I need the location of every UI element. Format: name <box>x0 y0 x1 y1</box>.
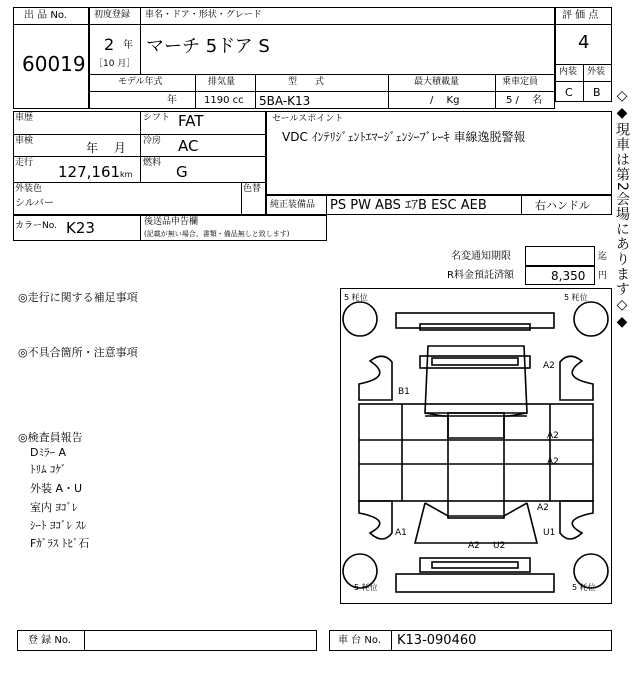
sales-points-value: VDC ｲﾝﾃﾘｼﾞｪﾝﾄｴﾏｰｼﾞｪﾝｼｰﾌﾞﾚｰｷ 車線逸脱警報 <box>282 130 526 144</box>
shift-label: シフト <box>143 113 171 123</box>
exterior-color-value: シルバー <box>15 198 55 209</box>
registration-label: 登 録 No. <box>28 635 71 646</box>
car-name-label: 車名・ドア・形状・グレード <box>145 10 262 20</box>
fuel-label: 燃料 <box>143 158 162 168</box>
rating-label: 評 価 点 <box>562 10 599 21</box>
mileage-unit: km <box>120 170 133 179</box>
mark-b1-left-front: B1 <box>398 387 410 397</box>
header-box <box>89 7 555 109</box>
mark-a1-left-rear: A1 <box>395 528 407 538</box>
lot-number: 60019 <box>22 52 86 76</box>
history-label: 車歴 <box>15 113 34 123</box>
name-change-suffix: 迄 <box>598 252 608 262</box>
inspection-value: 年 月 <box>86 141 126 155</box>
displacement-value: 1190 cc <box>204 95 244 106</box>
inspector-label: ◎検査員報告 <box>18 431 83 444</box>
mark-a2-right-door2: A2 <box>547 457 559 467</box>
mileage-value: 127,161 <box>58 163 121 181</box>
chassis-label: 車 台 No. <box>338 635 381 646</box>
color-no-value: K23 <box>66 219 95 237</box>
ac-label: 冷房 <box>143 136 162 146</box>
tire-tr-label: 5 粍位 <box>564 293 588 302</box>
inspector-line-1: Dﾐﾗｰ A <box>30 446 66 459</box>
name-change-label: 名変通知期限 <box>451 251 511 262</box>
name-change-field[interactable] <box>525 246 595 266</box>
defects-label: ◎不具合箇所・注意事項 <box>18 346 138 359</box>
mark-a2-rear: A2 <box>468 541 480 551</box>
fuel-value: G <box>176 163 188 181</box>
mileage-label: 走行 <box>15 158 34 168</box>
inspection-label: 車検 <box>15 136 34 146</box>
mark-a2-right-rear: A2 <box>537 503 549 513</box>
type-value: 5BA-K13 <box>259 94 311 108</box>
max-load-value: / Kg <box>430 95 460 106</box>
chassis-value: K13-090460 <box>397 633 477 648</box>
capacity-label: 乗車定員 <box>502 77 539 87</box>
recycle-label: R料金預託済額 <box>447 270 514 281</box>
side-note: ◇◆現車は第2会場にあります◇◆ <box>614 88 630 331</box>
driving-remarks-label: ◎走行に関する補足事項 <box>18 291 138 304</box>
recycle-unit: 円 <box>598 271 608 281</box>
model-year-label: モデル年式 <box>118 77 163 87</box>
mark-u1-right-rear: U1 <box>543 528 556 538</box>
type-label: 型 式 <box>288 77 325 87</box>
sales-points-label: セールスポイント <box>272 114 344 124</box>
car-name: マーチ 5ドア S <box>146 36 270 57</box>
exterior-label: 外装 <box>587 67 606 77</box>
tire-bl-label: 5 粍位 <box>354 583 378 592</box>
exterior-color-label: 外装色 <box>15 184 43 194</box>
displacement-label: 排気量 <box>208 77 236 87</box>
equipment-value: PS PW ABS ｴｱB ESC AEB <box>330 198 487 213</box>
post-docs-label: 後送品申告欄 <box>144 217 199 227</box>
rating-value: 4 <box>578 32 590 53</box>
tire-tl-label: 5 粍位 <box>344 293 368 302</box>
mark-a2-right-front: A2 <box>543 361 555 371</box>
exterior-grade: B <box>593 86 601 99</box>
mark-u2-rear: U2 <box>493 541 506 551</box>
tire-br-label: 5 粍位 <box>572 583 596 592</box>
steering-value: 右ハンドル <box>535 199 590 212</box>
inspector-line-3: 外装 A・U <box>30 482 83 495</box>
interior-label: 内装 <box>559 67 578 77</box>
interior-grade: C <box>565 86 573 99</box>
car-diagram <box>340 288 612 604</box>
shift-value: FAT <box>178 112 204 130</box>
mark-a2-right-door1: A2 <box>547 431 559 441</box>
model-year-unit: 年 <box>167 95 177 106</box>
first-reg-year-unit: 年 <box>123 40 133 51</box>
post-docs-note: (記載が無い場合、書類・備品無しと致します) <box>144 230 290 238</box>
first-reg-year: 2 <box>104 35 115 54</box>
inspector-line-5: ｼｰﾄ ﾖｺﾞﾚ ｽﾚ <box>30 519 87 532</box>
equipment-label: 純正装備品 <box>270 200 316 210</box>
first-reg-label: 初度登録 <box>94 10 131 20</box>
capacity-value: 5 / 名 <box>506 95 543 106</box>
lot-label: 出 品 No. <box>24 10 67 21</box>
max-load-label: 最大積載量 <box>414 77 460 87</box>
ac-value: AC <box>178 137 199 155</box>
color-no-label: カラーNo. <box>15 221 57 231</box>
inspector-line-2: ﾄﾘﾑ ｺｹﾞ <box>30 463 67 476</box>
color-change-label: 色替 <box>243 184 262 194</box>
first-reg-month: ［10 月］ <box>94 59 136 69</box>
recycle-amount: 8,350 <box>551 269 586 283</box>
inspector-line-6: Fｶﾞﾗｽ ﾄﾋﾞ石 <box>30 537 90 550</box>
inspector-line-4: 室内 ﾖｺﾞﾚ <box>30 501 78 514</box>
